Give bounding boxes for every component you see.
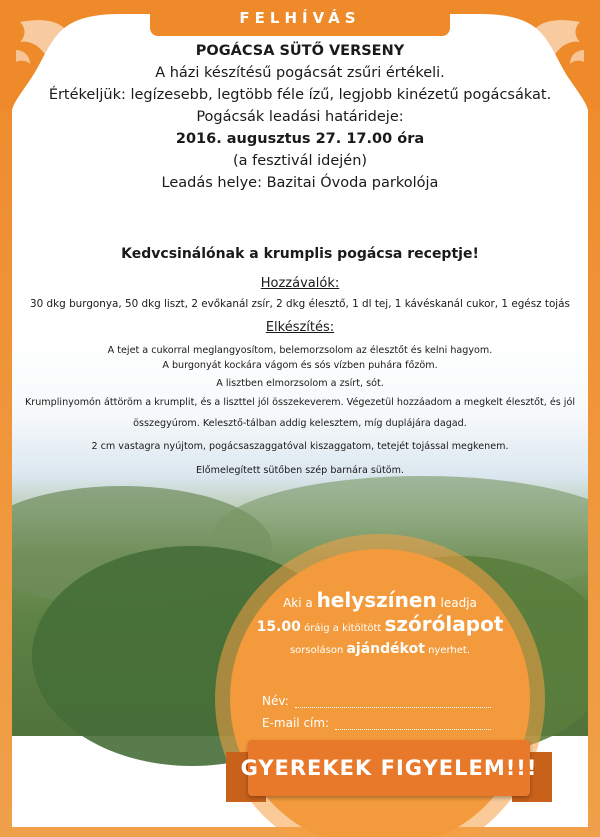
ingredients-list: 30 dkg burgonya, 50 dkg liszt, 2 evőkanál zsír, 2 dkg élesztő, 1 dl tej, 1 kávéskanál cukor, 1 egész tojás xyxy=(30,298,570,310)
name-field[interactable] xyxy=(262,694,491,708)
recipe-step: összegyúrom. Kelesztő-tálban addig kelesztem, míg duplájára dagad. xyxy=(133,418,467,429)
frame-right-border xyxy=(588,0,600,837)
recipe-step: A tejet a cukorral meglangyosítom, belemorzsolom az élesztőt és kelni hagyom. xyxy=(107,345,493,356)
header-title: FELHÍVÁS xyxy=(239,9,361,27)
recipe-title: Kedvcsinálónak a krumplis pogácsa receptje! xyxy=(121,246,479,262)
deadline-label: Pogácsák leadási határideje: xyxy=(196,109,404,125)
festival-note: (a fesztivál idején) xyxy=(232,153,368,169)
steps-heading: Elkészítés: xyxy=(265,320,335,335)
announcement-line-1: A házi készítésű pogácsát zsűri értékeli. xyxy=(155,65,445,81)
badge-line-1: Aki a helyszínen leadja xyxy=(283,588,477,612)
ribbon-text: GYEREKEK FIGYELEM!!! xyxy=(240,756,538,780)
contest-title: POGÁCSA SÜTŐ VERSENY xyxy=(195,43,405,59)
recipe-step: Előmelegített sütőben szép barnára sütöm. xyxy=(196,465,404,476)
recipe-step: 2 cm vastagra nyújtom, pogácsaszaggatóval kiszaggatom, tetejét tojással megkenem. xyxy=(91,441,509,452)
email-label: E-mail cím: xyxy=(262,716,330,730)
name-blank[interactable] xyxy=(295,695,491,708)
badge-line-2: 15.00 óráig a kitöltött szórólapot xyxy=(256,612,504,636)
email-blank[interactable] xyxy=(335,717,491,730)
announcement-line-2: Értékeljük: legízesebb, legtöbb féle ízű, legjobb kinézetű pogácsákat. xyxy=(48,87,552,103)
email-field[interactable] xyxy=(262,716,491,730)
ingredients-heading: Hozzávalók: xyxy=(260,276,340,291)
recipe-step: A lisztben elmorzsolom a zsírt, sót. xyxy=(216,378,384,389)
frame-left-border xyxy=(0,0,12,837)
name-label: Név: xyxy=(262,694,289,708)
recipe-step: A burgonyát kockára vágom és sós vízben puhára főzöm. xyxy=(162,360,438,371)
deadline-date: 2016. augusztus 27. 17.00 óra xyxy=(175,131,425,147)
badge-line-3: sorsoláson ajándékot nyerhet. xyxy=(289,641,471,657)
kids-attention-ribbon xyxy=(240,740,538,796)
delivery-location: Leadás helye: Bazitai Óvoda parkolója xyxy=(161,175,439,191)
recipe-step: Krumplinyomón áttöröm a krumplit, és a liszttel jól összekeverem. Végezetül hozzáadom a megkelt élesztőt, és jól xyxy=(24,397,576,408)
header-banner xyxy=(150,0,450,36)
announcement-block xyxy=(20,40,580,194)
